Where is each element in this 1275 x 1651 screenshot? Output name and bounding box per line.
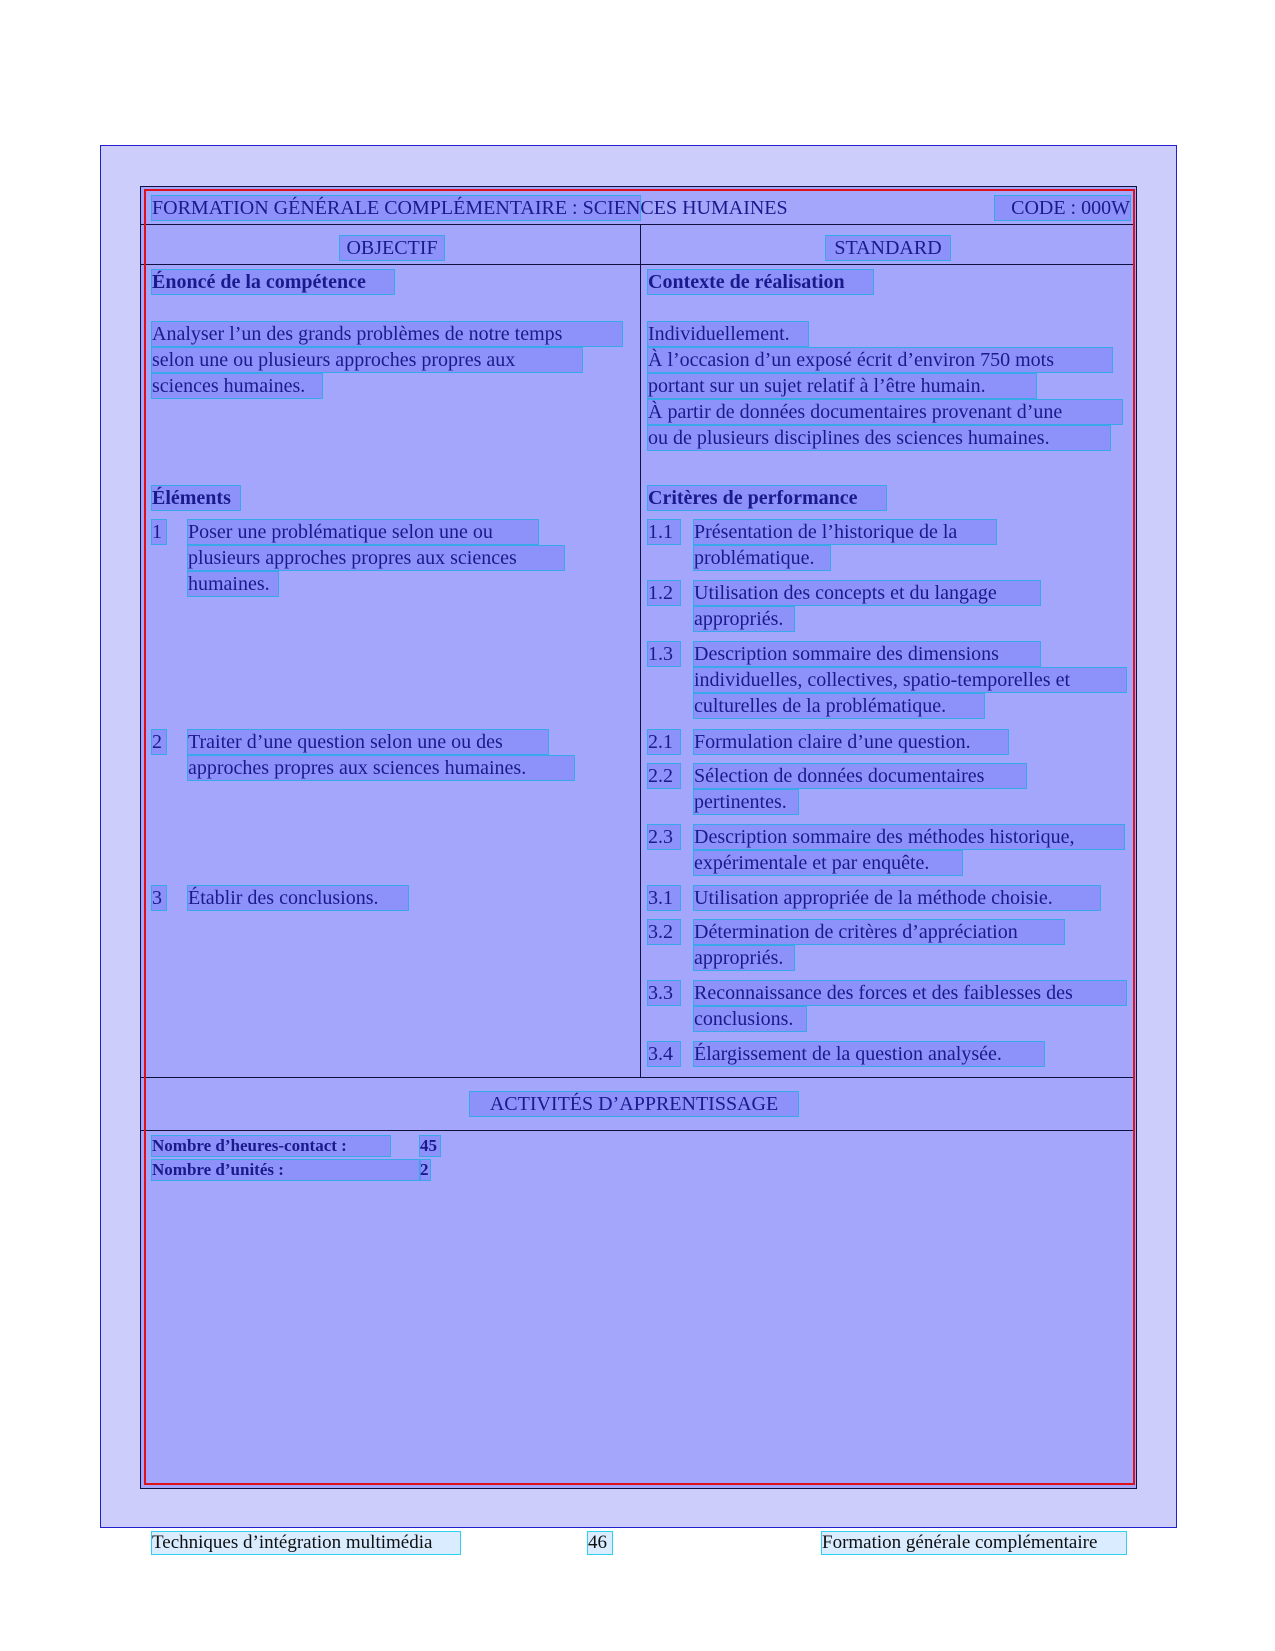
critere-line: Sélection de données documentaires [694, 764, 1026, 788]
critere-line: Présentation de l’historique de la [694, 520, 996, 544]
contexte-line: À partir de données documentaires provenant d’une [648, 400, 1122, 424]
critere-line: appropriés. [694, 607, 794, 631]
critere-line: conclusions. [694, 1007, 806, 1031]
header-title: FORMATION GÉNÉRALE COMPLÉMENTAIRE : SCIENCES HUMAINES [152, 197, 788, 219]
column-separator [640, 224, 641, 1077]
unites-value: 2 [420, 1160, 429, 1179]
element-line: humaines. [188, 572, 278, 596]
element-line: approches propres aux sciences humaines. [188, 756, 574, 780]
critere-line: problématique. [694, 546, 830, 570]
heures-contact-value: 45 [420, 1136, 440, 1156]
enonce-line: Analyser l’un des grands problèmes de notre temps [152, 322, 622, 346]
column-heading-objectif: OBJECTIF [340, 236, 444, 260]
critere-number: 3.1 [648, 886, 680, 910]
critere-line: culturelles de la problématique. [694, 694, 984, 718]
critere-number: 1.1 [648, 520, 680, 544]
critere-line: Formulation claire d’une question. [694, 730, 1008, 754]
critere-line: pertinentes. [694, 790, 798, 814]
heures-contact-label: Nombre d’heures-contact : [152, 1136, 390, 1156]
column-heading-standard: STANDARD [826, 236, 950, 260]
contexte-line: portant sur un sujet relatif à l’être humain. [648, 374, 1036, 398]
critere-line: Élargissement de la question analysée. [694, 1042, 1044, 1066]
elements-heading: Éléments [152, 486, 240, 510]
contexte-heading: Contexte de réalisation [648, 270, 873, 294]
element-number: 1 [152, 520, 166, 544]
critere-number: 2.2 [648, 764, 680, 788]
critere-number: 3.2 [648, 920, 680, 944]
contexte-line: À l’occasion d’un exposé écrit d’environ 750 mots [648, 348, 1112, 372]
critere-number: 3.4 [648, 1042, 680, 1066]
critere-line: Utilisation des concepts et du langage [694, 581, 1040, 605]
critere-number: 1.3 [648, 642, 680, 666]
contexte-line: Individuellement. [648, 322, 808, 346]
critere-number: 1.2 [648, 581, 680, 605]
critere-line: Description sommaire des méthodes historique, [694, 825, 1124, 849]
columns-divider [141, 264, 1135, 265]
element-line: Établir des conclusions. [188, 886, 408, 910]
critere-number: 2.3 [648, 825, 680, 849]
header-code: CODE : 000W [995, 196, 1130, 220]
critere-line: Utilisation appropriée de la méthode choisie. [694, 886, 1100, 910]
element-line: plusieurs approches propres aux sciences [188, 546, 564, 570]
critere-number: 3.3 [648, 981, 680, 1005]
enonce-heading: Énoncé de la compétence [152, 270, 394, 294]
critere-line: Description sommaire des dimensions [694, 642, 1040, 666]
activites-heading: ACTIVITÉS D’APPRENTISSAGE [470, 1092, 798, 1116]
unites-label: Nombre d’unités : [152, 1160, 420, 1180]
critere-line: appropriés. [694, 946, 794, 970]
critere-number: 2.1 [648, 730, 680, 754]
footer-right: Formation générale complémentaire [822, 1532, 1126, 1554]
header-divider [141, 224, 1135, 225]
element-number: 2 [152, 730, 166, 754]
footer-page-number: 46 [588, 1532, 612, 1554]
element-line: Poser une problématique selon une ou [188, 520, 538, 544]
enonce-line: selon une ou plusieurs approches propres aux [152, 348, 582, 372]
element-line: Traiter d’une question selon une ou des [188, 730, 548, 754]
contexte-line: ou de plusieurs disciplines des sciences humaines. [648, 426, 1110, 450]
activities-bottom-divider [141, 1130, 1135, 1131]
element-number: 3 [152, 886, 166, 910]
enonce-line: sciences humaines. [152, 374, 322, 398]
footer-left: Techniques d’intégration multimédia [152, 1532, 460, 1554]
critere-line: Détermination de critères d’appréciation [694, 920, 1064, 944]
activities-top-divider [141, 1077, 1135, 1078]
critere-line: individuelles, collectives, spatio-temporelles et [694, 668, 1126, 692]
criteres-heading: Critères de performance [648, 486, 886, 510]
critere-line: Reconnaissance des forces et des faiblesses des [694, 981, 1126, 1005]
critere-line: expérimentale et par enquête. [694, 851, 962, 875]
